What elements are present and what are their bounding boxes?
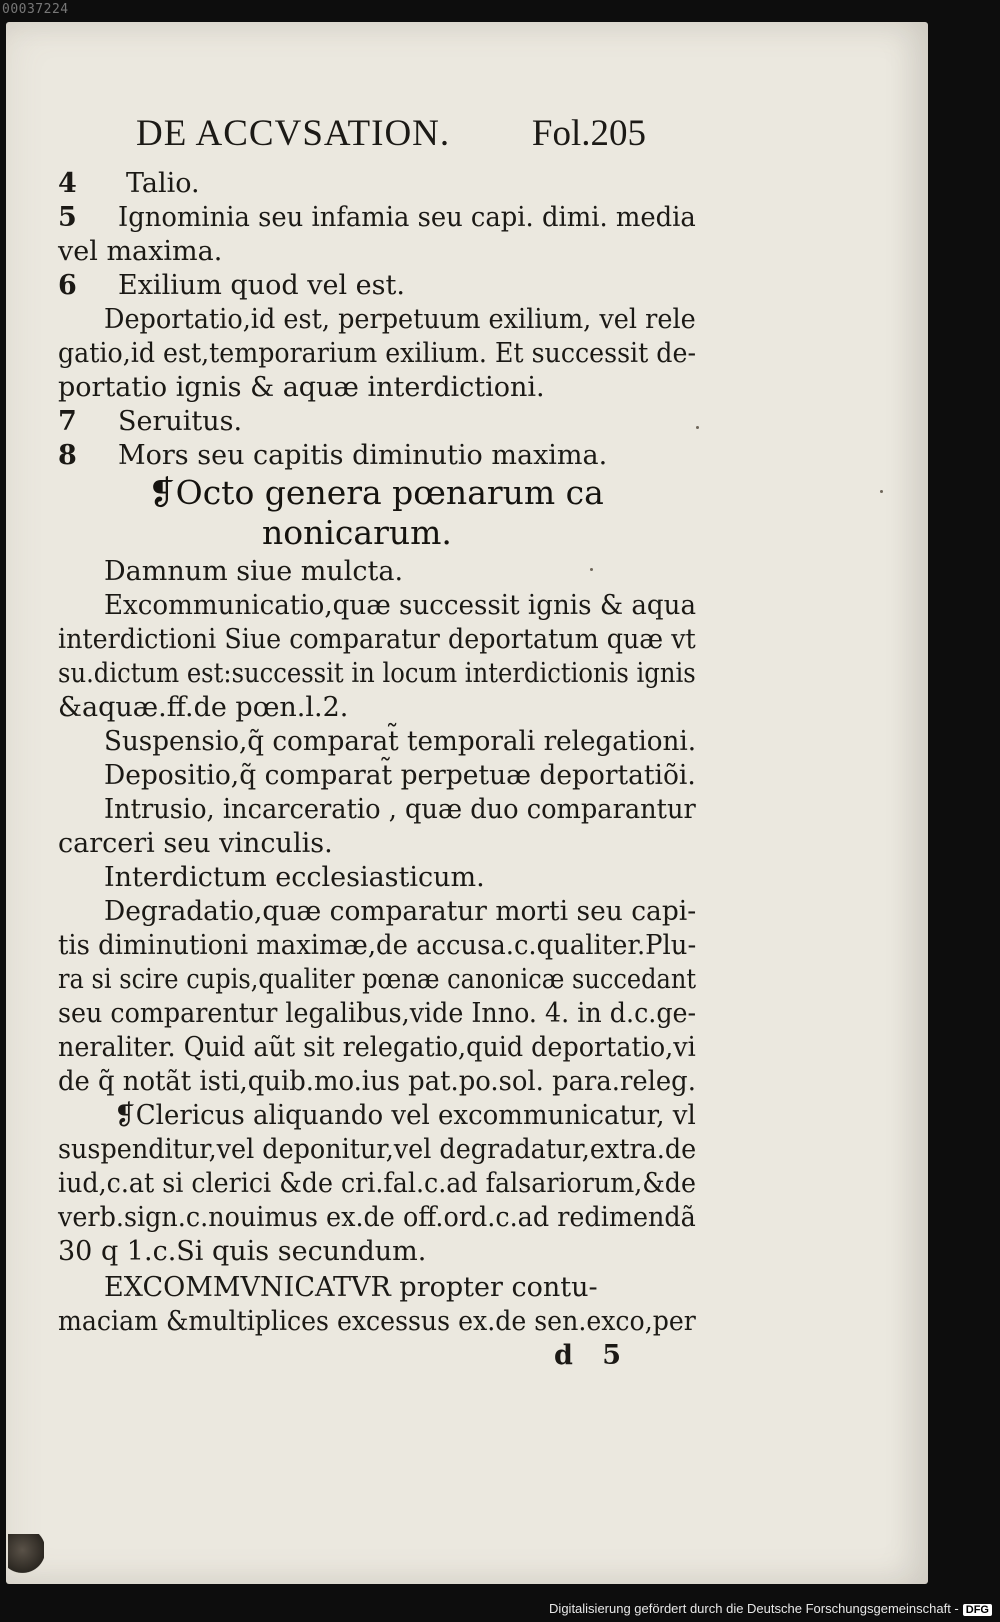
body-line: seu comparentur legalibus,vide Inno. 4. in d.c.ge- bbox=[58, 998, 697, 1029]
paper-speck bbox=[696, 426, 699, 429]
entry-number: 4 bbox=[58, 168, 77, 199]
body-line: verb.sign.c.nouimus ex.de off.ord.c.ad redimendã bbox=[58, 1202, 696, 1233]
body-line: ra si scire cupis,qualiter pœnæ canonicæ succedant bbox=[58, 964, 697, 995]
body-line: su.dictum est:successit in locum interdictionis ignis bbox=[58, 658, 696, 689]
body-line: EXCOMMVNICATVR propter contu- bbox=[104, 1272, 598, 1303]
body-line: Suspensio,q̃ comparat̃ temporali relegationi. bbox=[104, 726, 697, 757]
scan-id-label: 00037224 bbox=[2, 2, 69, 17]
entry-text: Talio. bbox=[126, 168, 200, 199]
folio-number: Fol.205 bbox=[531, 113, 646, 154]
book-page bbox=[6, 22, 928, 1584]
entry-number: 8 bbox=[58, 440, 77, 471]
dfg-logo: DFG bbox=[963, 1604, 992, 1616]
section-heading-line-2: nonicarum. bbox=[262, 513, 452, 552]
paper-speck bbox=[880, 490, 883, 493]
footer-credit-text: Digitalisierung gefördert durch die Deutsche Forschungsgemeinschaft - bbox=[549, 1601, 959, 1616]
entry-text: Deportatio,id est, perpetuum exilium, vel rele bbox=[104, 304, 696, 335]
body-line: iud,c.at si clerici &de cri.fal.c.ad falsariorum,&de bbox=[58, 1168, 697, 1199]
body-line: maciam &multiplices excessus ex.de sen.exco,per bbox=[58, 1306, 696, 1337]
paper-speck bbox=[590, 568, 593, 571]
entry-text: vel maxima. bbox=[58, 236, 223, 267]
signature-mark: d 5 bbox=[554, 1340, 622, 1371]
body-line: Degradatio,quæ comparatur morti seu capi- bbox=[104, 896, 697, 927]
entry-text: Ignominia seu infamia seu capi. dimi. media bbox=[118, 202, 696, 233]
entry-number: 5 bbox=[58, 202, 77, 233]
body-line: de q̃ notãt isti,quib.mo.ius pat.po.sol. para.releg. bbox=[58, 1066, 696, 1097]
entry-text: gatio,id est,temporarium exilium. Et successit de- bbox=[58, 338, 696, 369]
body-line: neraliter. Quid aũt sit relegatio,quid deportatio,vi bbox=[58, 1032, 696, 1063]
body-line: ❡Clericus aliquando vel excommunicatur, vl bbox=[114, 1100, 696, 1131]
body-line: Damnum siue mulcta. bbox=[104, 556, 404, 587]
body-line: &aquæ.ff.de pœn.l.2. bbox=[58, 692, 349, 723]
entry-text: Exilium quod vel est. bbox=[118, 270, 405, 301]
running-title: DE ACCVSATION. bbox=[136, 113, 451, 154]
body-line: interdictioni Siue comparatur deportatum quæ vt bbox=[58, 624, 696, 655]
entry-number: 6 bbox=[58, 270, 77, 301]
entry-text: Seruitus. bbox=[118, 406, 243, 437]
entry-number: 7 bbox=[58, 406, 77, 437]
footer-credit bbox=[549, 1601, 992, 1616]
body-line: 30 q 1.c.Si quis secundum. bbox=[58, 1236, 427, 1267]
body-line: Intrusio, incarceratio , quæ duo comparantur bbox=[104, 794, 696, 825]
body-line: tis diminutioni maximæ,de accusa.c.qualiter.Plu- bbox=[58, 930, 697, 961]
corner-smudge bbox=[8, 1534, 44, 1574]
section-heading-line-1: ❡Octo genera pœnarum ca bbox=[148, 473, 604, 512]
body-line: Interdictum ecclesiasticum. bbox=[104, 862, 485, 893]
body-line: Depositio,q̃ comparat̃ perpetuæ deportatiõi. bbox=[104, 760, 696, 791]
page-header bbox=[136, 108, 646, 158]
body-line: suspenditur,vel deponitur,vel degradatur,extra.de bbox=[58, 1134, 697, 1165]
body-line: carceri seu vinculis. bbox=[58, 828, 333, 859]
entry-text: portatio ignis & aquæ interdictioni. bbox=[58, 372, 545, 403]
body-line: Excommunicatio,quæ successit ignis & aqua bbox=[104, 590, 697, 621]
entry-text: Mors seu capitis diminutio maxima. bbox=[118, 440, 608, 471]
